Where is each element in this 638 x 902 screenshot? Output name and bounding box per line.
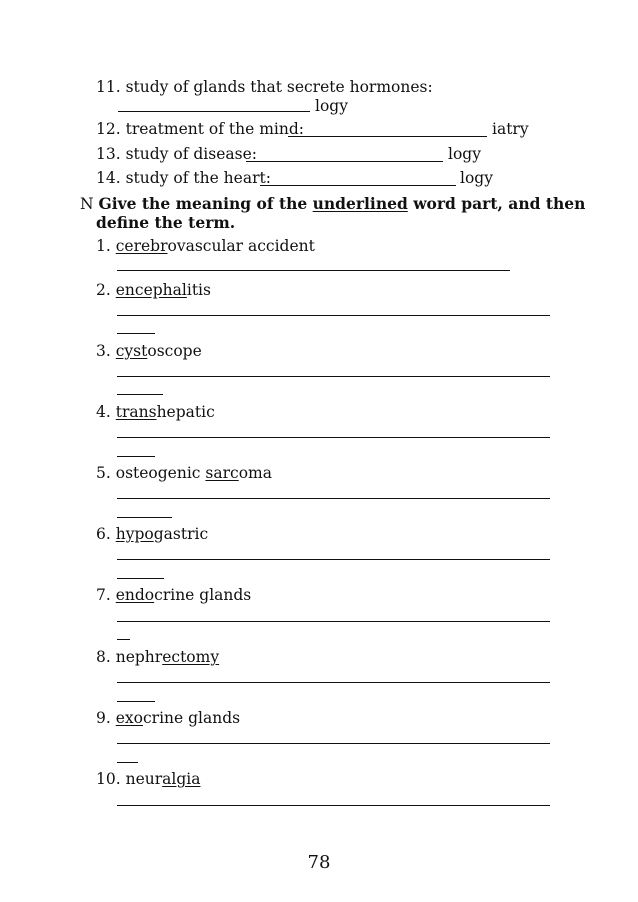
suffix-label: logy	[460, 169, 493, 187]
question-number: 11.	[96, 78, 121, 96]
answer-line-continued[interactable]	[117, 701, 155, 702]
answer-line[interactable]	[117, 743, 550, 744]
term-item-9	[96, 709, 240, 727]
item-number: 4.	[96, 403, 111, 421]
item-number: 6.	[96, 525, 111, 543]
answer-line[interactable]	[117, 498, 550, 499]
question-text: study of disease:	[125, 145, 257, 163]
term-item-2	[96, 281, 211, 299]
section-instructions-line2: define the term.	[96, 213, 236, 232]
answer-line-continued[interactable]	[117, 639, 130, 640]
answer-blank[interactable]	[260, 185, 456, 186]
answer-line[interactable]	[117, 559, 550, 560]
section-instructions: Give the meaning of the underlined word part, and then	[98, 194, 586, 213]
answer-line[interactable]	[117, 376, 550, 377]
answer-line[interactable]	[117, 437, 550, 438]
answer-line[interactable]	[117, 315, 550, 316]
answer-line-continued[interactable]	[117, 333, 155, 334]
section-letter: N	[80, 195, 94, 213]
item-number: 10.	[96, 770, 121, 788]
answer-line[interactable]	[117, 621, 550, 622]
answer-line-continued[interactable]	[117, 762, 138, 763]
term-item-6	[96, 525, 208, 543]
item-number: 2.	[96, 281, 111, 299]
item-number: 5.	[96, 464, 111, 482]
term: cerebrovascular accident	[115, 237, 315, 255]
item-number: 9.	[96, 709, 111, 727]
question-11	[96, 78, 433, 96]
term: hypogastric	[115, 525, 209, 543]
answer-line[interactable]	[117, 682, 550, 683]
section-heading	[80, 195, 585, 213]
page-number: 78	[307, 852, 331, 873]
suffix-label: iatry	[492, 120, 529, 138]
term-item-3	[96, 342, 202, 360]
answer-line[interactable]	[117, 805, 550, 806]
term: endocrine glands	[115, 586, 252, 604]
question-13	[96, 145, 257, 163]
answer-line-continued[interactable]	[117, 456, 155, 457]
term-item-7	[96, 586, 251, 604]
question-12	[96, 120, 304, 138]
term-item-5	[96, 464, 272, 482]
term: cystoscope	[115, 342, 202, 360]
answer-line[interactable]	[117, 270, 510, 271]
term-item-4	[96, 403, 215, 421]
answer-line-continued[interactable]	[117, 517, 172, 518]
question-14	[96, 169, 271, 187]
question-text: treatment of the mind:	[125, 120, 304, 138]
term-item-1	[96, 237, 315, 255]
term: encephalitis	[115, 281, 211, 299]
term: transhepatic	[115, 403, 215, 421]
item-number: 8.	[96, 648, 111, 666]
item-number: 3.	[96, 342, 111, 360]
item-number: 7.	[96, 586, 111, 604]
suffix-label: logy	[448, 145, 481, 163]
answer-line-continued[interactable]	[117, 394, 163, 395]
answer-line-continued[interactable]	[117, 578, 164, 579]
answer-blank[interactable]	[118, 111, 310, 112]
question-text: study of glands that secrete hormones:	[125, 78, 433, 96]
term: exocrine glands	[115, 709, 241, 727]
term: nephrectomy	[115, 648, 220, 666]
question-number: 13.	[96, 145, 121, 163]
question-text: study of the heart:	[125, 169, 271, 187]
term-item-10	[96, 770, 200, 788]
suffix-label: logy	[315, 97, 348, 115]
term: osteogenic sarcoma	[115, 464, 272, 482]
term-item-8	[96, 648, 219, 666]
answer-blank[interactable]	[246, 161, 443, 162]
term: neuralgia	[125, 770, 201, 788]
question-number: 14.	[96, 169, 121, 187]
item-number: 1.	[96, 237, 111, 255]
question-number: 12.	[96, 120, 121, 138]
answer-blank[interactable]	[288, 136, 487, 137]
